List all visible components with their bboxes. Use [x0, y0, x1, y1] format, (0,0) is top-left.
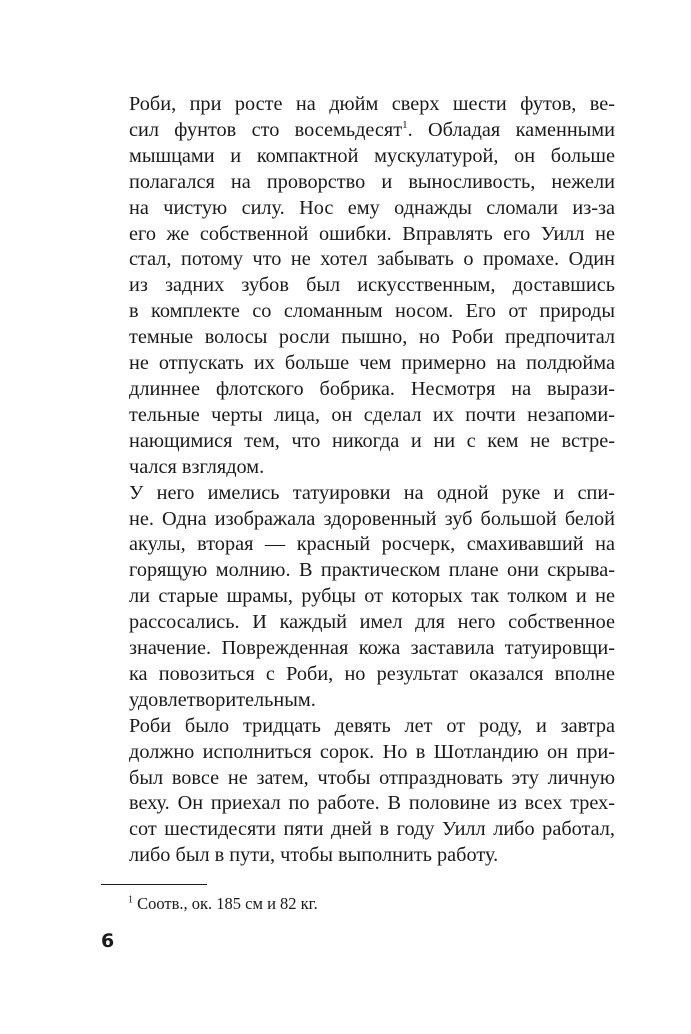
text-line-with-footnote — [101, 118, 615, 144]
book-page — [101, 92, 615, 869]
text-line: в комплекте со сломанным носом. Его от природы — [129, 300, 615, 323]
text-line: был вовсе не затем, чтобы отпраздновать эту личную — [129, 766, 615, 789]
footnote-divider — [101, 884, 207, 885]
paragraph-1 — [101, 92, 615, 481]
text-fragment: . Обладая каменными — [407, 118, 615, 141]
text-line: темные волосы росли пышно, но Роби предпочитал — [129, 326, 615, 349]
text-line: У него имелись татуировки на одной руке и спи- — [129, 481, 615, 504]
text-line: либо был в пути, чтобы выполнить работу. — [129, 844, 499, 867]
footnote-mark: 1 — [128, 894, 133, 906]
footnote — [128, 894, 318, 914]
text-line: ли старые шрамы, рубцы от которых так толком и не — [129, 585, 615, 608]
text-line: чался взглядом. — [129, 455, 265, 478]
text-line: Роби, при росте на дюйм сверх шести футов, ве- — [129, 93, 615, 115]
text-line: должно исполниться сорок. Но в Шотландию он при- — [129, 740, 615, 763]
text-line: его же собственной ошибки. Вправлять его Уилл не — [129, 222, 615, 245]
footnote-text: Соотв., ок. 185 см и 82 кг. — [137, 894, 318, 913]
text-line: не. Одна изображала здоровенный зуб большой белой — [129, 507, 615, 530]
text-line: мышцами и компактной мускулатурой, он больше — [129, 144, 615, 167]
body-text — [101, 92, 615, 869]
text-line: не отпускать их больше чем примерно на полдюйма — [129, 352, 615, 375]
text-line: значение. Поврежденная кожа заставила татуировщи- — [129, 637, 615, 660]
text-line: Роби было тридцать девять лет от роду, и завтра — [129, 714, 615, 737]
text-line: рассосались. И каждый имел для него собственное — [129, 611, 615, 634]
footnote-reference[interactable]: 1 — [402, 119, 408, 132]
text-line: на чистую силу. Нос ему однажды сломали из-за — [129, 196, 615, 219]
text-line: тельные черты лица, он сделал их почти незапоми- — [129, 403, 615, 426]
text-line: веху. Он приехал по работе. В половине из всех трех- — [129, 792, 615, 815]
text-line: из задних зубов был искусственным, доставшись — [129, 274, 615, 297]
text-line: нающимися тем, что никогда и ни с кем не встре- — [129, 429, 615, 452]
text-line: ка повозиться с Роби, но результат оказался вполне — [129, 662, 615, 685]
text-line: акулы, вторая — красный росчерк, смахивавший на — [129, 533, 615, 556]
paragraph-2 — [101, 481, 615, 714]
text-line: горящую молнию. В практическом плане они скрыва- — [129, 559, 615, 582]
text-line: длиннее флотского бобрика. Несмотря на вырази- — [129, 377, 615, 400]
text-fragment: сил фунтов сто восемьдесят — [129, 118, 403, 141]
page-number: 6 — [101, 930, 115, 952]
text-line: полагался на проворство и выносливость, нежели — [129, 170, 615, 193]
paragraph-3 — [101, 714, 615, 869]
text-line: удовлетворительным. — [129, 688, 316, 711]
text-line: стал, потому что не хотел забывать о промахе. Один — [129, 248, 615, 271]
text-line: сот шестидесяти пяти дней в году Уилл либо работал, — [129, 818, 615, 841]
